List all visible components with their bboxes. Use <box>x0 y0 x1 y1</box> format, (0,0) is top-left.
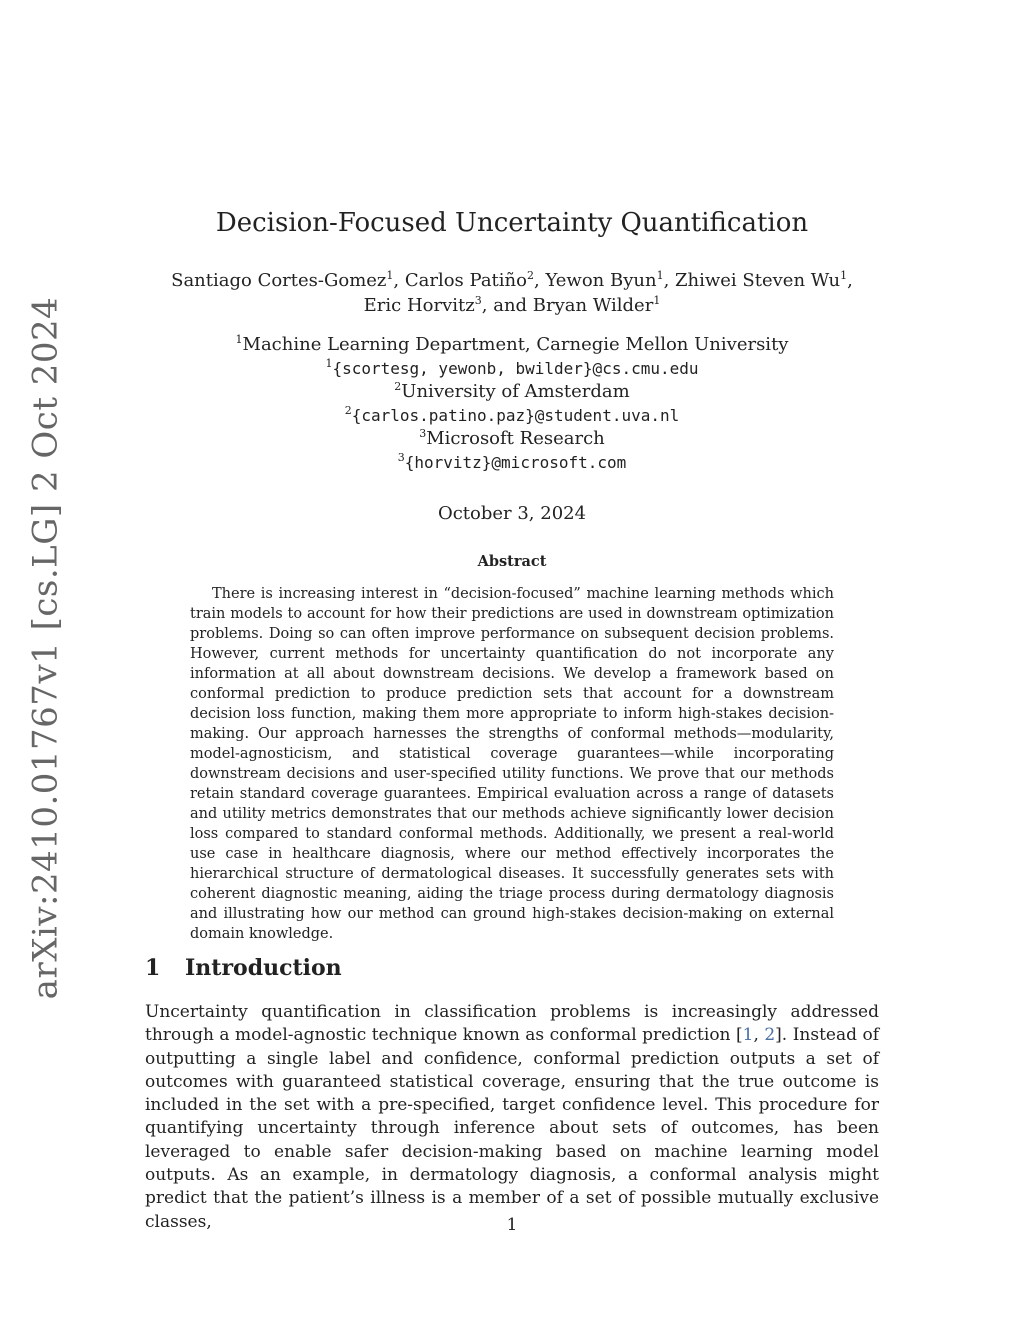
paper-title: Decision-Focused Uncertainty Quantification <box>215 208 809 238</box>
paper-date: October 3, 2024 <box>437 503 587 524</box>
author-affiliation-mark: 1 <box>653 294 661 307</box>
author-name: Bryan Wilder <box>532 295 654 316</box>
section-title: Introduction <box>185 955 342 981</box>
author-name: Santiago Cortes-Gomez <box>171 270 387 291</box>
author-list: Santiago Cortes-Gomez$^1$, Carlos Patiño$^2$, Yewon Byun$^1$, Zhiwei Steven Wu$^1$, Eric Horvitz$^3$, and Bryan Wilder$^1$ <box>171 269 853 316</box>
author-affiliation-mark: 1 <box>840 269 848 282</box>
author-affiliation-mark: 1 <box>656 269 664 282</box>
author-affiliation-mark: 2 <box>526 269 534 282</box>
author-affiliation-mark: 1 <box>386 269 394 282</box>
author-name: Yewon Byun <box>545 270 657 291</box>
section-number: 1 <box>145 955 161 981</box>
author-name: Eric Horvitz <box>363 295 475 316</box>
affiliation: $^1$Machine Learning Department, Carnegie Mellon University <box>235 333 789 355</box>
affiliation-email: $^1${scortesg, yewonb, bwilder}@cs.cmu.edu <box>325 356 699 378</box>
affiliation-email: $^2${carlos.patino.paz}@student.uva.nl <box>344 403 680 425</box>
citation-link[interactable]: 1 <box>742 1025 754 1046</box>
affiliation-list <box>0 333 1024 474</box>
author-affiliation-mark: 3 <box>474 294 482 307</box>
abstract-heading: Abstract <box>477 553 547 570</box>
abstract-text: There is increasing interest in “decision-focused” machine learning methods which train models to account for how their predictions are used in downstream optimization problems. Doing so can often improve performance on subsequent decision problems. However, current methods for uncertainty quantification do not incorporate any information at all about downstream decisions. We develop a framework based on conformal prediction to produce prediction sets that account for a downstream decision loss function, making them more appropriate to inform high-stakes decision-making. Our approach harnesses the strengths of conformal methods—modularity, model-agnosticism, and statistical coverage guarantees—while incorporating downstream decisions and user-specified utility functions. We prove that our methods retain standard coverage guarantees. Empirical evaluation across a range of datasets and utility metrics demonstrates that our methods achieve significantly lower decision loss compared to standard conformal methods. Additionally, we present a real-world use case in healthcare diagnosis, where our method effectively incorporates the hierarchical structure of dermatological diseases. It successfully generates sets with coherent diagnostic meaning, aiding the triage process during dermatology diagnosis and illustrating how our method can ground high-stakes decision-making on external domain knowledge. <box>190 586 834 942</box>
author-name: Zhiwei Steven Wu <box>675 270 841 291</box>
page-number: 1 <box>506 1215 518 1235</box>
citation-link[interactable]: 2 <box>764 1025 776 1046</box>
affiliation-email: $^3${horvitz}@microsoft.com <box>397 450 627 472</box>
author-name: Carlos Patiño <box>404 270 527 291</box>
affiliation: $^2$University of Amsterdam <box>394 380 630 402</box>
introduction-paragraph: Uncertainty quantification in classification problems is increasingly addressed through a model-agnostic technique known as conformal prediction [1, 2]. Instead of outputting a single label and confidence, conformal prediction outputs a set of outcomes with guaranteed statistical coverage, ensuring that the true outcome is included in the set with a pre-specified, target confidence level. This procedure for quantifying uncertainty through inference about sets of outcomes, has been leveraged to enable safer decision-making based on machine learning model outputs. As an example, in dermatology diagnosis, a conformal analysis might predict that the patient’s illness is a member of a set of possible mutually exclusive classes, <box>145 1002 879 1232</box>
arxiv-identifier: arXiv:2410.01767v1 [cs.LG] 2 Oct 2024 <box>25 296 66 999</box>
section-heading <box>145 955 342 981</box>
affiliation: $^3$Microsoft Research <box>419 427 605 449</box>
